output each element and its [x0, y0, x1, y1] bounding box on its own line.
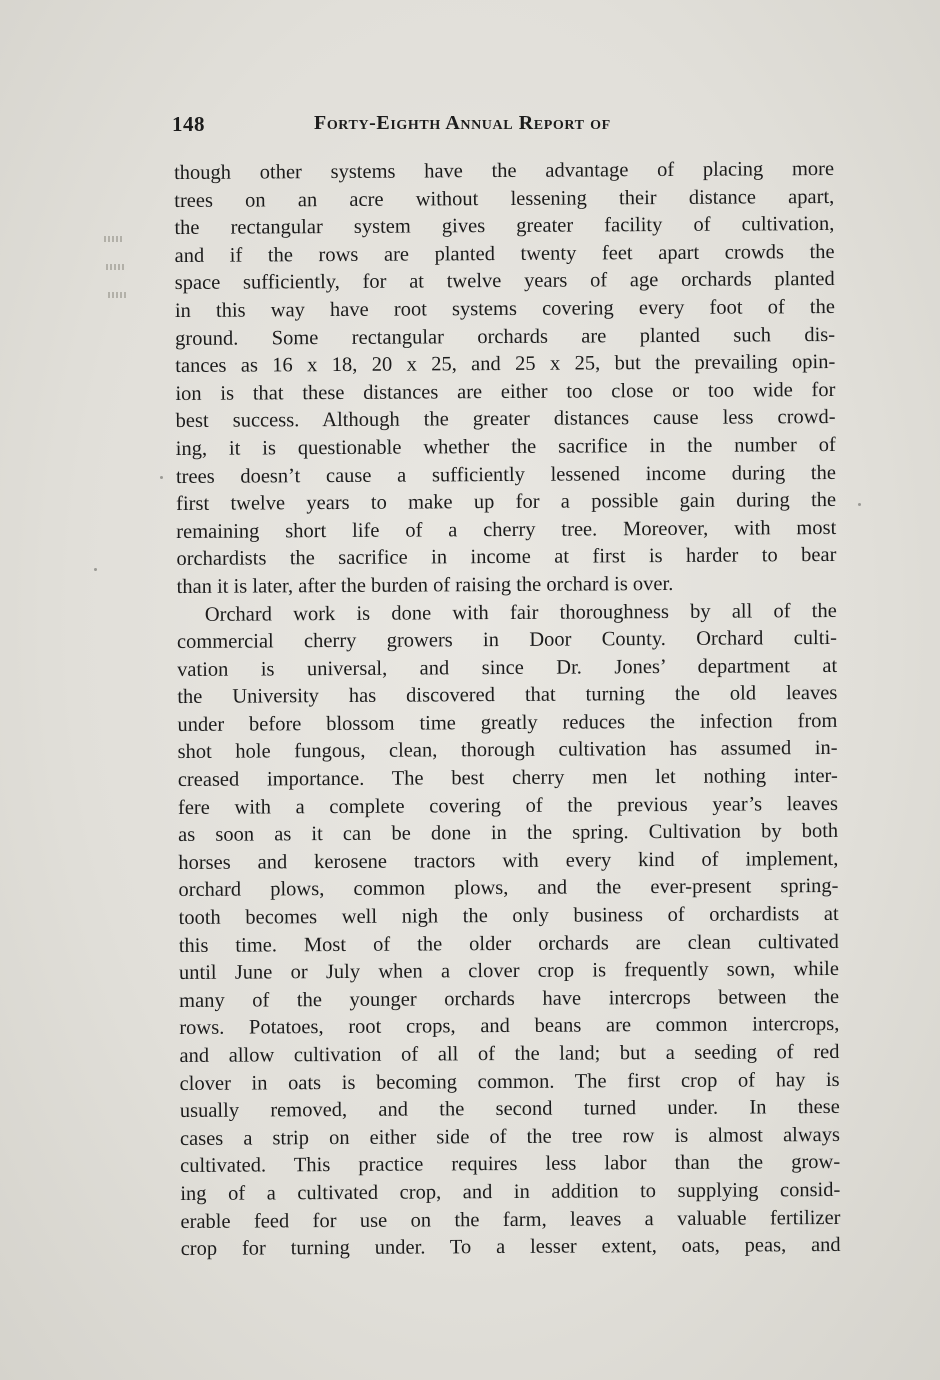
text-line: orchardists the sacrifice in income at first is harder to bear: [176, 544, 837, 571]
text-line: the rectangular system gives greater facility of cultivation,: [174, 213, 835, 240]
paper-speck: [94, 568, 97, 571]
text-line: cases a strip on either side of the tree row is almost always: [179, 1123, 841, 1150]
text-line: shot hole fungous, clean, thorough cultivation has assumed in-: [177, 737, 838, 764]
text-line: until June or July when a clover crop is frequently sown, while: [178, 958, 840, 985]
text-line: ing of a cultivated crop, and in addition to supplying consid-: [180, 1178, 841, 1205]
text-line: vation is universal, and since Dr. Jones’ department at: [177, 654, 838, 681]
text-line: as soon as it can be done in the spring. Cultivation by both: [178, 820, 839, 847]
text-line: crop for turning under. To a lesser extent, oats, peas, and: [180, 1234, 841, 1261]
text-line: space sufficiently, for at twelve years of age orchards planted: [174, 268, 835, 295]
text-line: tances as 16 x 18, 20 x 25, and 25 x 25, but the prevailing opin-: [175, 351, 836, 378]
text-line: tooth becomes well nigh the only business of orchardists at: [178, 902, 839, 930]
text-line: erable feed for use on the farm, leaves a valuable fertilizer: [180, 1206, 841, 1233]
paper-speck: [160, 476, 163, 479]
text-line: rows. Potatoes, root crops, and beans are common intercrops,: [179, 1013, 840, 1040]
paragraph-start-line: Orchard work is done with fair thoroughness by all of the: [204, 599, 837, 626]
text-line: many of the younger orchards have intercrops between the: [179, 985, 840, 1012]
text-line: best success. Although the greater distances cause less crowd-: [175, 406, 836, 433]
text-line: orchard plows, common plows, and the ever-present spring-: [178, 875, 839, 902]
text-line: usually removed, and the second turned under. In these: [179, 1096, 840, 1123]
body-text: [174, 156, 841, 1264]
text-line: though other systems have the advantage of placing more: [174, 157, 835, 184]
text-line: first twelve years to make up for a possible gain during the: [176, 489, 837, 516]
text-line: creased importance. The best cherry men let nothing inter-: [177, 765, 838, 792]
text-line: this time. Most of the older orchards are clean cultivated: [178, 930, 839, 957]
margin-bleed-mark: [108, 292, 126, 298]
text-line: in this way have root systems covering every foot of the: [174, 295, 835, 322]
text-line: and allow cultivation of all of the land; but a seeding of red: [179, 1040, 840, 1067]
text-line: trees on an acre without lessening their distance apart,: [174, 185, 835, 212]
text-line: under before blossom time greatly reduces the infection from: [177, 709, 838, 736]
margin-bleed-mark: [104, 236, 122, 242]
text-line: commercial cherry growers in Door County. Orchard culti-: [176, 627, 837, 654]
running-head: Forty-Eighth Annual Report of: [314, 112, 611, 134]
text-line: horses and kerosene tractors with every kind of implement,: [178, 847, 839, 874]
text-line: the University has discovered that turning the old leaves: [177, 682, 838, 709]
paper-speck: [858, 503, 861, 506]
text-line: cultivated. This practice requires less labor than the grow-: [180, 1151, 841, 1178]
margin-bleed-mark: [106, 264, 124, 270]
text-line: and if the rows are planted twenty feet apart crowds the: [174, 240, 835, 267]
text-line: than it is later, after the burden of raising the orchard is over.: [176, 572, 674, 598]
text-line: trees doesn’t cause a sufficiently lessened income during the: [175, 461, 836, 488]
text-line: clover in oats is becoming common. The first crop of hay is: [179, 1068, 840, 1095]
text-line: ing, it is questionable whether the sacrifice in the number of: [175, 433, 836, 460]
page-number: 148: [172, 112, 205, 136]
text-line: ion is that these distances are either too close or too wide for: [175, 378, 836, 405]
text-line: ground. Some rectangular orchards are planted such dis-: [175, 323, 836, 350]
text-line: remaining short life of a cherry tree. Moreover, with most: [176, 516, 837, 543]
text-line: fere with a complete covering of the previous year’s leaves: [177, 792, 839, 819]
page-header: [172, 112, 812, 142]
